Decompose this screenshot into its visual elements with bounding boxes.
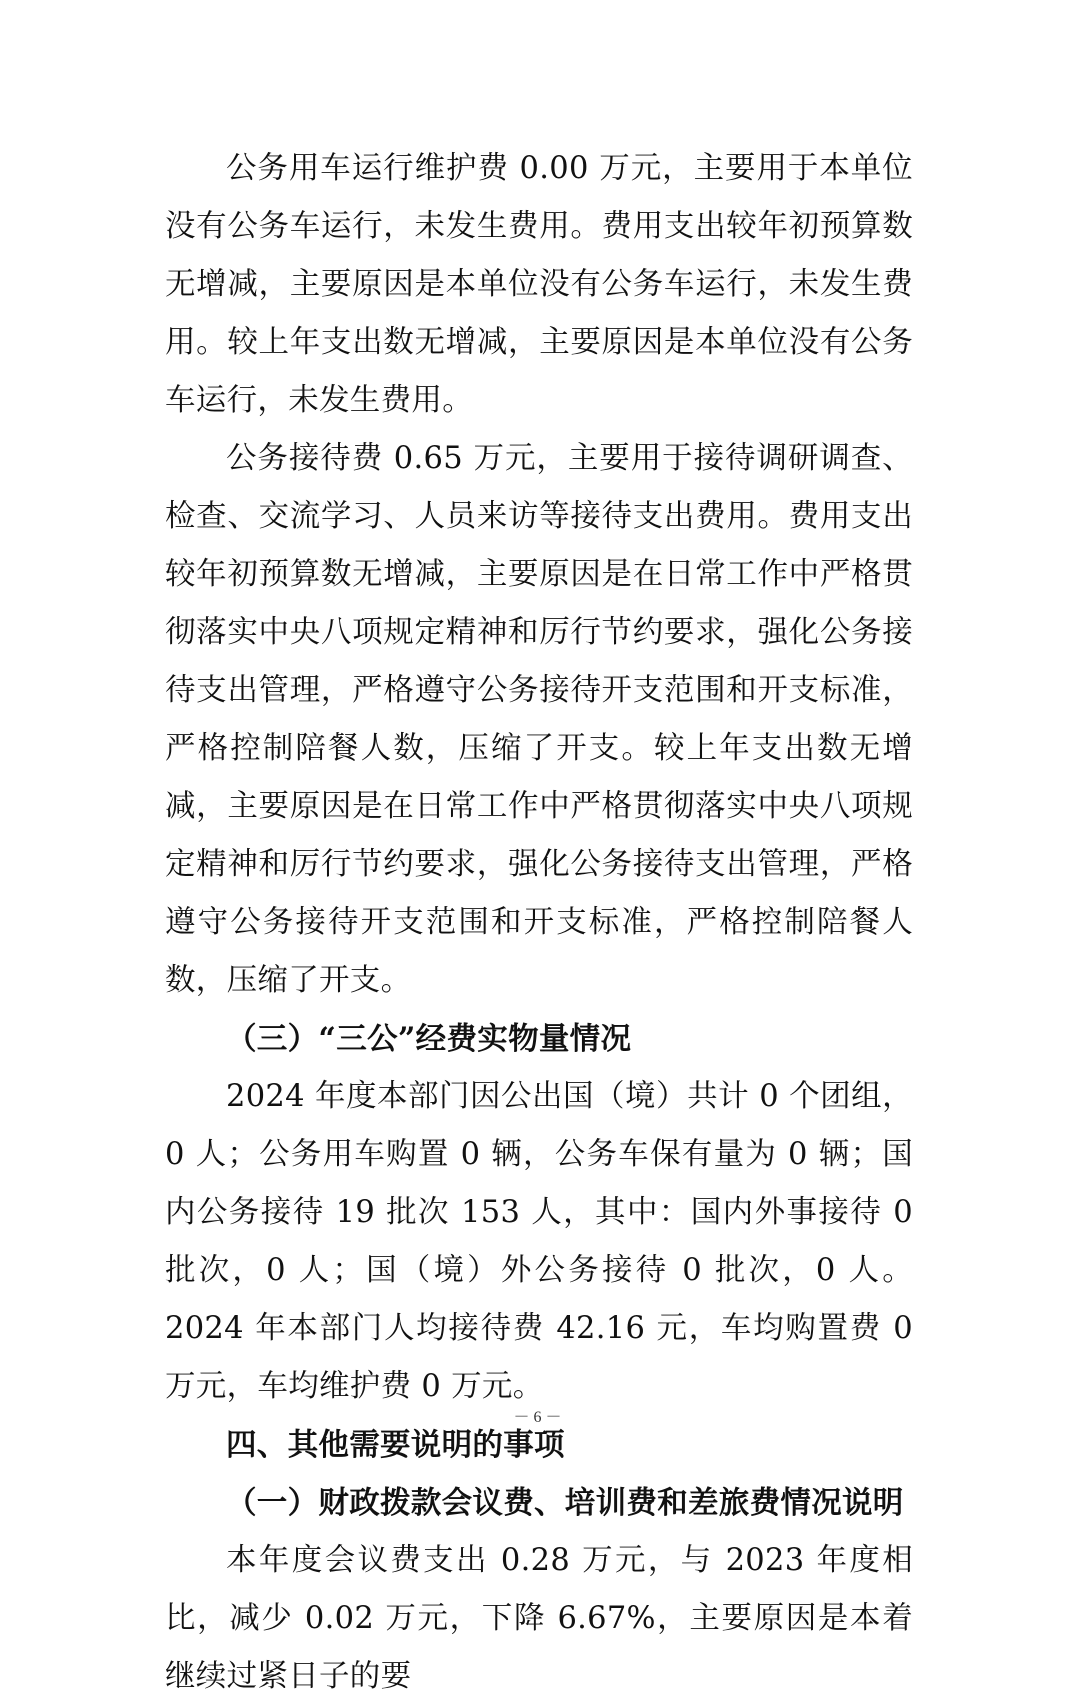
paragraph-vehicle-maintenance: 公务用车运行维护费 0.00 万元，主要用于本单位没有公务车运行，未发生费用。费用支出较年初预算数无增减，主要原因是本单位没有公务车运行，未发生费用。较上年支出数无增减，主要原因是本单位没有公务车运行，未发生费用。 xyxy=(165,151,913,418)
subheading-meeting-training-travel: （一）财政拨款会议费、培训费和差旅费情况说明 xyxy=(226,1485,904,1521)
page-number: － 6 － xyxy=(513,1409,562,1426)
section-heading-other-matters: 四、其他需要说明的事项 xyxy=(226,1427,565,1463)
subheading-physical-quantity: （三）“三公”经费实物量情况 xyxy=(226,1021,632,1057)
paragraph-physical-quantity: 2024 年度本部门因公出国（境）共计 0 个团组，0 人；公务用车购置 0 辆，公务车保有量为 0 辆；国内公务接待 19 批次 153 人，其中：国内外事接待 0 批次，0 人；国（境）外公务接待 0 批次，0 人。2024 年本部门人均接待费 42.16 元，车均购置费 0 万元，车均维护费 0 万元。 xyxy=(165,1079,913,1404)
paragraph-reception-fee: 公务接待费 0.65 万元，主要用于接待调研调查、检查、交流学习、人员来访等接待支出费用。费用支出较年初预算数无增减，主要原因是在日常工作中严格贯彻落实中央八项规定精神和厉行节约要求，强化公务接待支出管理，严格遵守公务接待开支范围和开支标准，严格控制陪餐人数，压缩了开支。较上年支出数无增减，主要原因是在日常工作中严格贯彻落实中央八项规定精神和厉行节约要求，强化公务接待支出管理，严格遵守公务接待开支范围和开支标准，严格控制陪餐人数，压缩了开支。 xyxy=(165,441,913,998)
document-body xyxy=(165,140,913,1706)
paragraph-meeting-fee: 本年度会议费支出 0.28 万元，与 2023 年度相比，减少 0.02 万元，下降 6.67%，主要原因是本着继续过紧日子的要 xyxy=(165,1543,913,1694)
